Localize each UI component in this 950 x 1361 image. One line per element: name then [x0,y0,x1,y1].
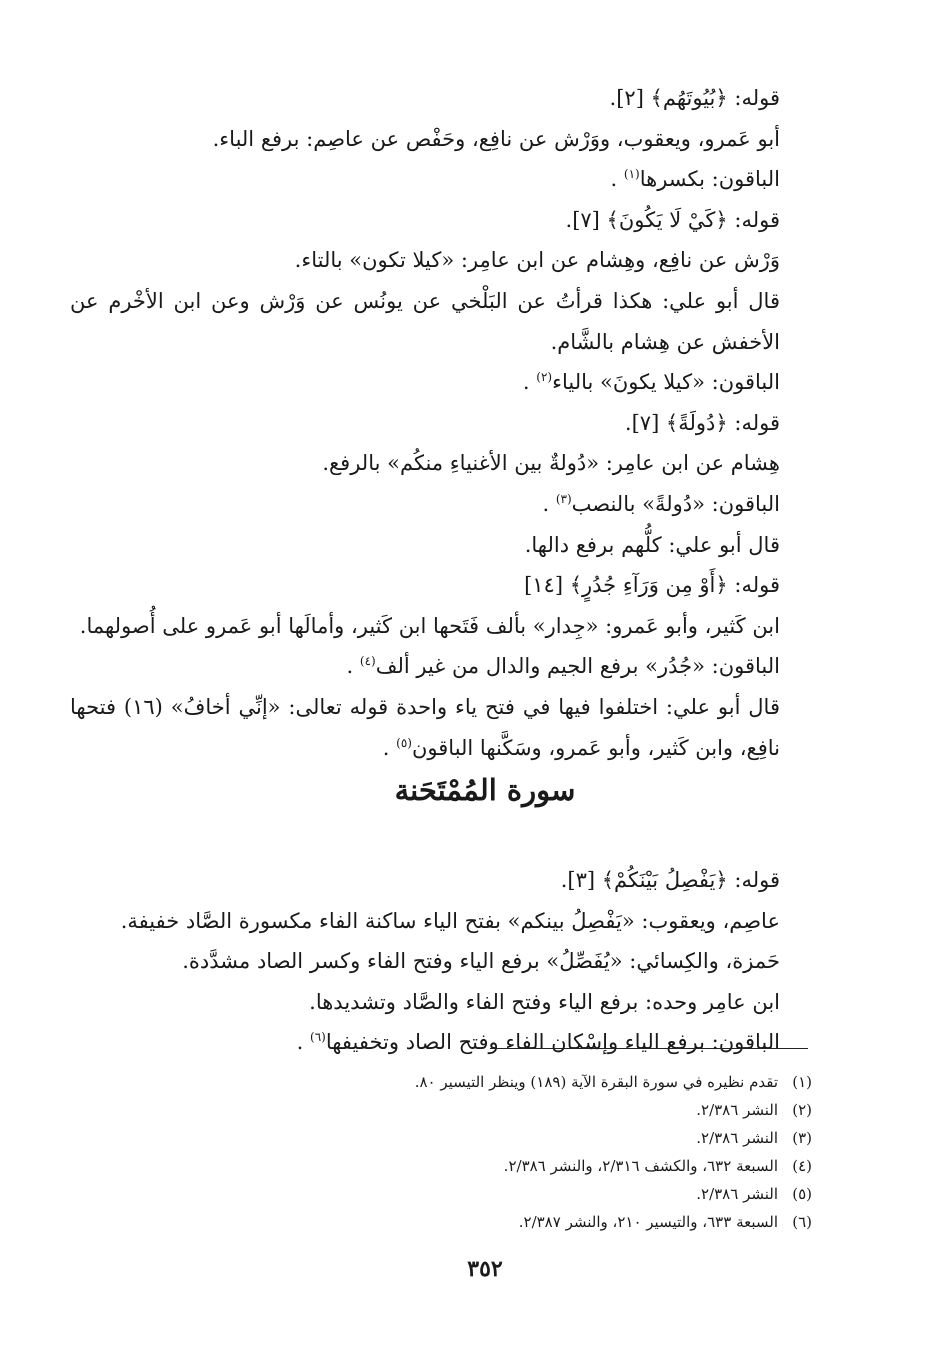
footnote-ref[interactable]: (٣) [555,491,572,506]
line-text: الباقون: «كيلا يكونَ» بالياء [552,370,780,395]
paragraph-abu-ali-1: قال أبو علي: هكذا قرأتُ عن البَلْخي عن يونُس عن وَرْش وعن ابن الأخْرم عن الأخفش عن هِشام بالشَّام. [70,288,780,354]
footnote [120,1152,812,1180]
text-line: الباقون: «دُولةً» بالنصب$^{(٣)}$ . [542,491,780,516]
paragraph-text: قال أبو علي: اختلفوا فيها في فتح ياء واحدة قوله تعالى: «إنِّي أخافُ» (١٦) فتحها نافِع، وابن كَثير، وأبو عَمرو، وسَكَّنها الباقون [70,694,780,760]
text-line: أبو عَمرو، ويعقوب، ووَرْش عن نافِع، وحَفْص عن عاصِم: برفع الباء. [212,126,780,151]
line-text: الباقون: بكسرها [639,167,780,192]
text-line: قوله: ﴿كَيْ لَا يَكُونَ﴾ [٧]. [565,207,780,232]
text-line: وَرْش عن نافِع، وهِشام عن ابن عامِر: «كيلا تكون» بالتاء. [294,248,780,273]
footnote-ref[interactable]: (٦) [310,1030,326,1045]
footnote-text: النشر ٢/٣٨٦. [696,1129,778,1147]
footnote [120,1124,812,1152]
text-line: قوله: ﴿يَفْصِلُ بَيْنَكُمْ﴾ [٣]. [560,868,780,893]
line-text: الباقون: برفع الياء وإسْكان الفاء وفتح الصاد وتخفيفها [325,1030,780,1055]
footnote [120,1096,812,1124]
main-text [70,78,780,1063]
footnote-ref[interactable]: (٥) [396,735,412,750]
text-line: ابن كَثير، وأبو عَمرو: «جِدار» بألف فَتَحها ابن كَثير، وأمالَها أبو عَمرو على أُصولهما. [79,613,780,638]
footnote-text: السبعة ٦٣٢، والكشف ٢/٣١٦، والنشر ٢/٣٨٦. [503,1157,778,1175]
text-line: الباقون: بكسرها$^{(١)}$ . [610,167,780,192]
footnote-number: (١) [792,1073,812,1091]
footnote-text: السبعة ٦٣٣، والتيسير ٢١٠، والنشر ٢/٣٨٧. [518,1213,778,1231]
footnote-ref[interactable]: (٤) [359,654,376,669]
footnote-number: (٢) [792,1101,812,1119]
footnote [120,1208,812,1236]
footnote [120,1068,812,1096]
footnote-text: النشر ٢/٣٨٦. [696,1185,778,1203]
footnote-text: تقدم نظيره في سورة البقرة الآية (١٨٩) وينظر التيسير ٨٠. [414,1073,778,1091]
footnotes [120,1068,812,1236]
footnote-divider [490,1048,808,1049]
line-text: الباقون: «دُولةً» بالنصب [571,491,780,516]
footnote-number: (٣) [792,1129,812,1147]
footnote-number: (٥) [792,1185,812,1203]
text-line: قال أبو علي: كلُّهم برفع دالها. [524,532,780,557]
footnote [120,1180,812,1208]
page-number: ٣٥٢ [467,1256,503,1282]
footnote-ref[interactable]: (٢) [536,370,553,385]
sura-heading: سورة المُمْتَحَنة [394,773,576,808]
text-line: قوله: ﴿أَوْ مِن وَرَآءِ جُدُرٍ﴾ [١٤] [524,573,780,598]
text-line: الباقون: برفع الياء وإسْكان الفاء وفتح الصاد وتخفيفها$^{(٦)}$ . [296,1030,780,1055]
text-line: الباقون: «كيلا يكونَ» بالياء$^{(٢)}$ . [522,370,780,395]
text-line: قوله: ﴿بُيُوتَهُم﴾ [٢]. [609,86,780,110]
text-line: عاصِم، ويعقوب: «يَفْصِلُ بينكم» بفتح الياء ساكنة الفاء مكسورة الصَّاد خفيفة. [120,908,780,933]
text-line: الباقون: «جُدُر» برفع الجيم والدال من غير ألف$^{(٤)}$ . [346,654,780,679]
text-line: قوله: ﴿دُولَةً﴾ [٧]. [624,410,780,435]
footnote-number: (٤) [792,1157,812,1175]
paragraph-abu-ali-2: قال أبو علي: اختلفوا فيها في فتح ياء واحدة قوله تعالى: «إنِّي أخافُ» (١٦) فتحها نافِع، وابن كَثير، وأبو عَمرو، وسَكَّنها الباقون$^{(٥)}$ . [70,694,780,760]
text-line: حَمزة، والكِسائي: «يُفَصِّلُ» برفع الياء وفتح الفاء وكسر الصاد مشدَّدة. [182,949,780,974]
footnote-ref[interactable]: (١) [623,167,640,182]
text-line: هِشام عن ابن عامِر: «دُولةٌ بين الأغنياءِ منكُم» بالرفع. [322,451,780,476]
line-text: الباقون: «جُدُر» برفع الجيم والدال من غير ألف [375,654,780,679]
footnote-text: النشر ٢/٣٨٦. [696,1101,778,1119]
text-line: ابن عامِر وحده: برفع الياء وفتح الفاء والصَّاد وتشديدها. [309,989,780,1014]
footnote-number: (٦) [792,1213,812,1231]
